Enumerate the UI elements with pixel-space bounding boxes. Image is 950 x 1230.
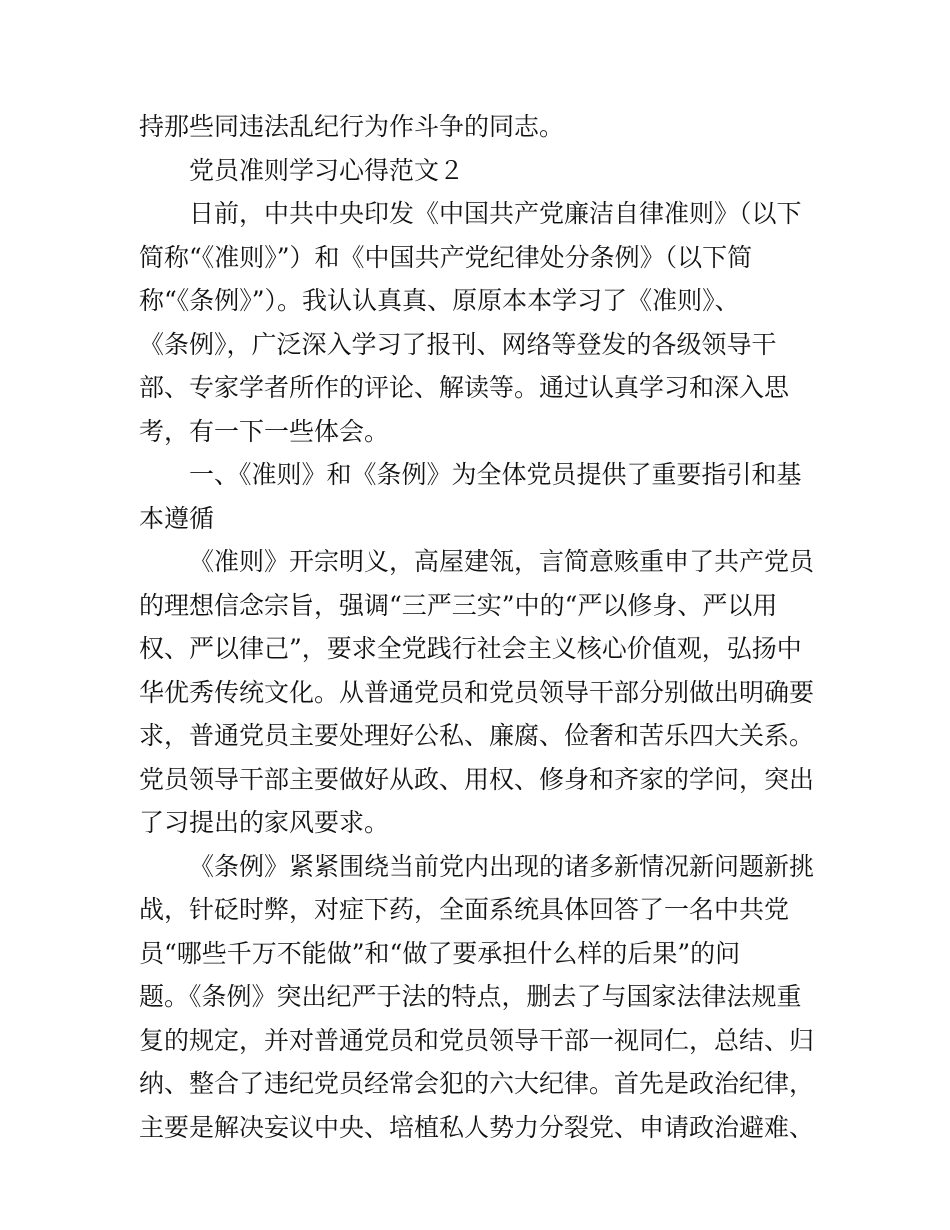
text-line: 了习提出的家风要求。	[139, 808, 390, 837]
text-line: 《条例》紧紧围绕当前党内出现的诸多新情况新问题新挑	[189, 851, 815, 881]
text-line: 战，针砭时弊，对症下药，全面系统具体回答了一名中共党	[139, 895, 790, 924]
paragraph-heading	[139, 149, 829, 193]
text-line: 称“《条例》”）。我认认真真、原原本本学习了《准则》、	[139, 286, 740, 315]
paragraph-continuation	[139, 105, 829, 149]
text-line: 复的规定，并对普通党员和党员领导干部一视同仁，总结、归	[139, 1025, 815, 1055]
text-line: 题。《条例》突出纪严于法的特点，删去了与国家法律法规重	[139, 982, 802, 1011]
text-line: 日前，中共中央印发《中国共产党廉洁自律准则》（以下	[189, 199, 802, 228]
paragraph-tiaoli	[139, 845, 829, 1150]
document-body	[139, 105, 829, 1149]
text-line: 权、严以律己”，要求全党践行社会主义核心价值观，弘扬中	[139, 634, 802, 663]
section-heading: 一、《准则》和《条例》为全体党员提供了重要指引和基	[189, 460, 802, 489]
text-line: 纳、整合了违纪党员经常会犯的六大纪律。首先是政治纪律，	[139, 1069, 815, 1098]
text-line: 主要是解决妄议中央、培植私人势力分裂党、申请政治避难、	[139, 1112, 815, 1142]
text-line: 《条例》，广泛深入学习了报刊、网络等登发的各级领导干	[139, 329, 777, 359]
text-line: 的理想信念宗旨，强调“三严三实”中的“严以修身、严以用	[139, 590, 778, 620]
text-line: 部、专家学者所作的评论、解读等。通过认真学习和深入思	[139, 373, 790, 402]
section-heading: 本遵循	[139, 503, 215, 533]
paragraph-zhunze	[139, 540, 829, 845]
section-title: 党员准则学习心得范文２	[189, 155, 465, 185]
paragraph-section-one	[139, 453, 829, 540]
text-line: 员“哪些千万不能做”和“做了要承担什么样的后果”的问	[139, 938, 741, 968]
text-line: 简称“《准则》”）和《中国共产党纪律处分条例》（以下简	[139, 242, 753, 272]
text-line: 《准则》开宗明义，高屋建瓴，言简意赅重申了共产党员	[189, 547, 815, 576]
text-line: 党员领导干部主要做好从政、用权、修身和齐家的学问，突出	[139, 764, 815, 794]
text-line: 华优秀传统文化。从普通党员和党员领导干部分别做出明确要	[139, 677, 815, 707]
paragraph-intro	[139, 192, 829, 453]
text-line: 求，普通党员主要处理好公私、廉腐、俭奢和苦乐四大关系。	[139, 721, 815, 750]
text-line: 考，有一下一些体会。	[139, 416, 390, 446]
text-line: 持那些同违法乱纪行为作斗争的同志。	[139, 112, 565, 141]
